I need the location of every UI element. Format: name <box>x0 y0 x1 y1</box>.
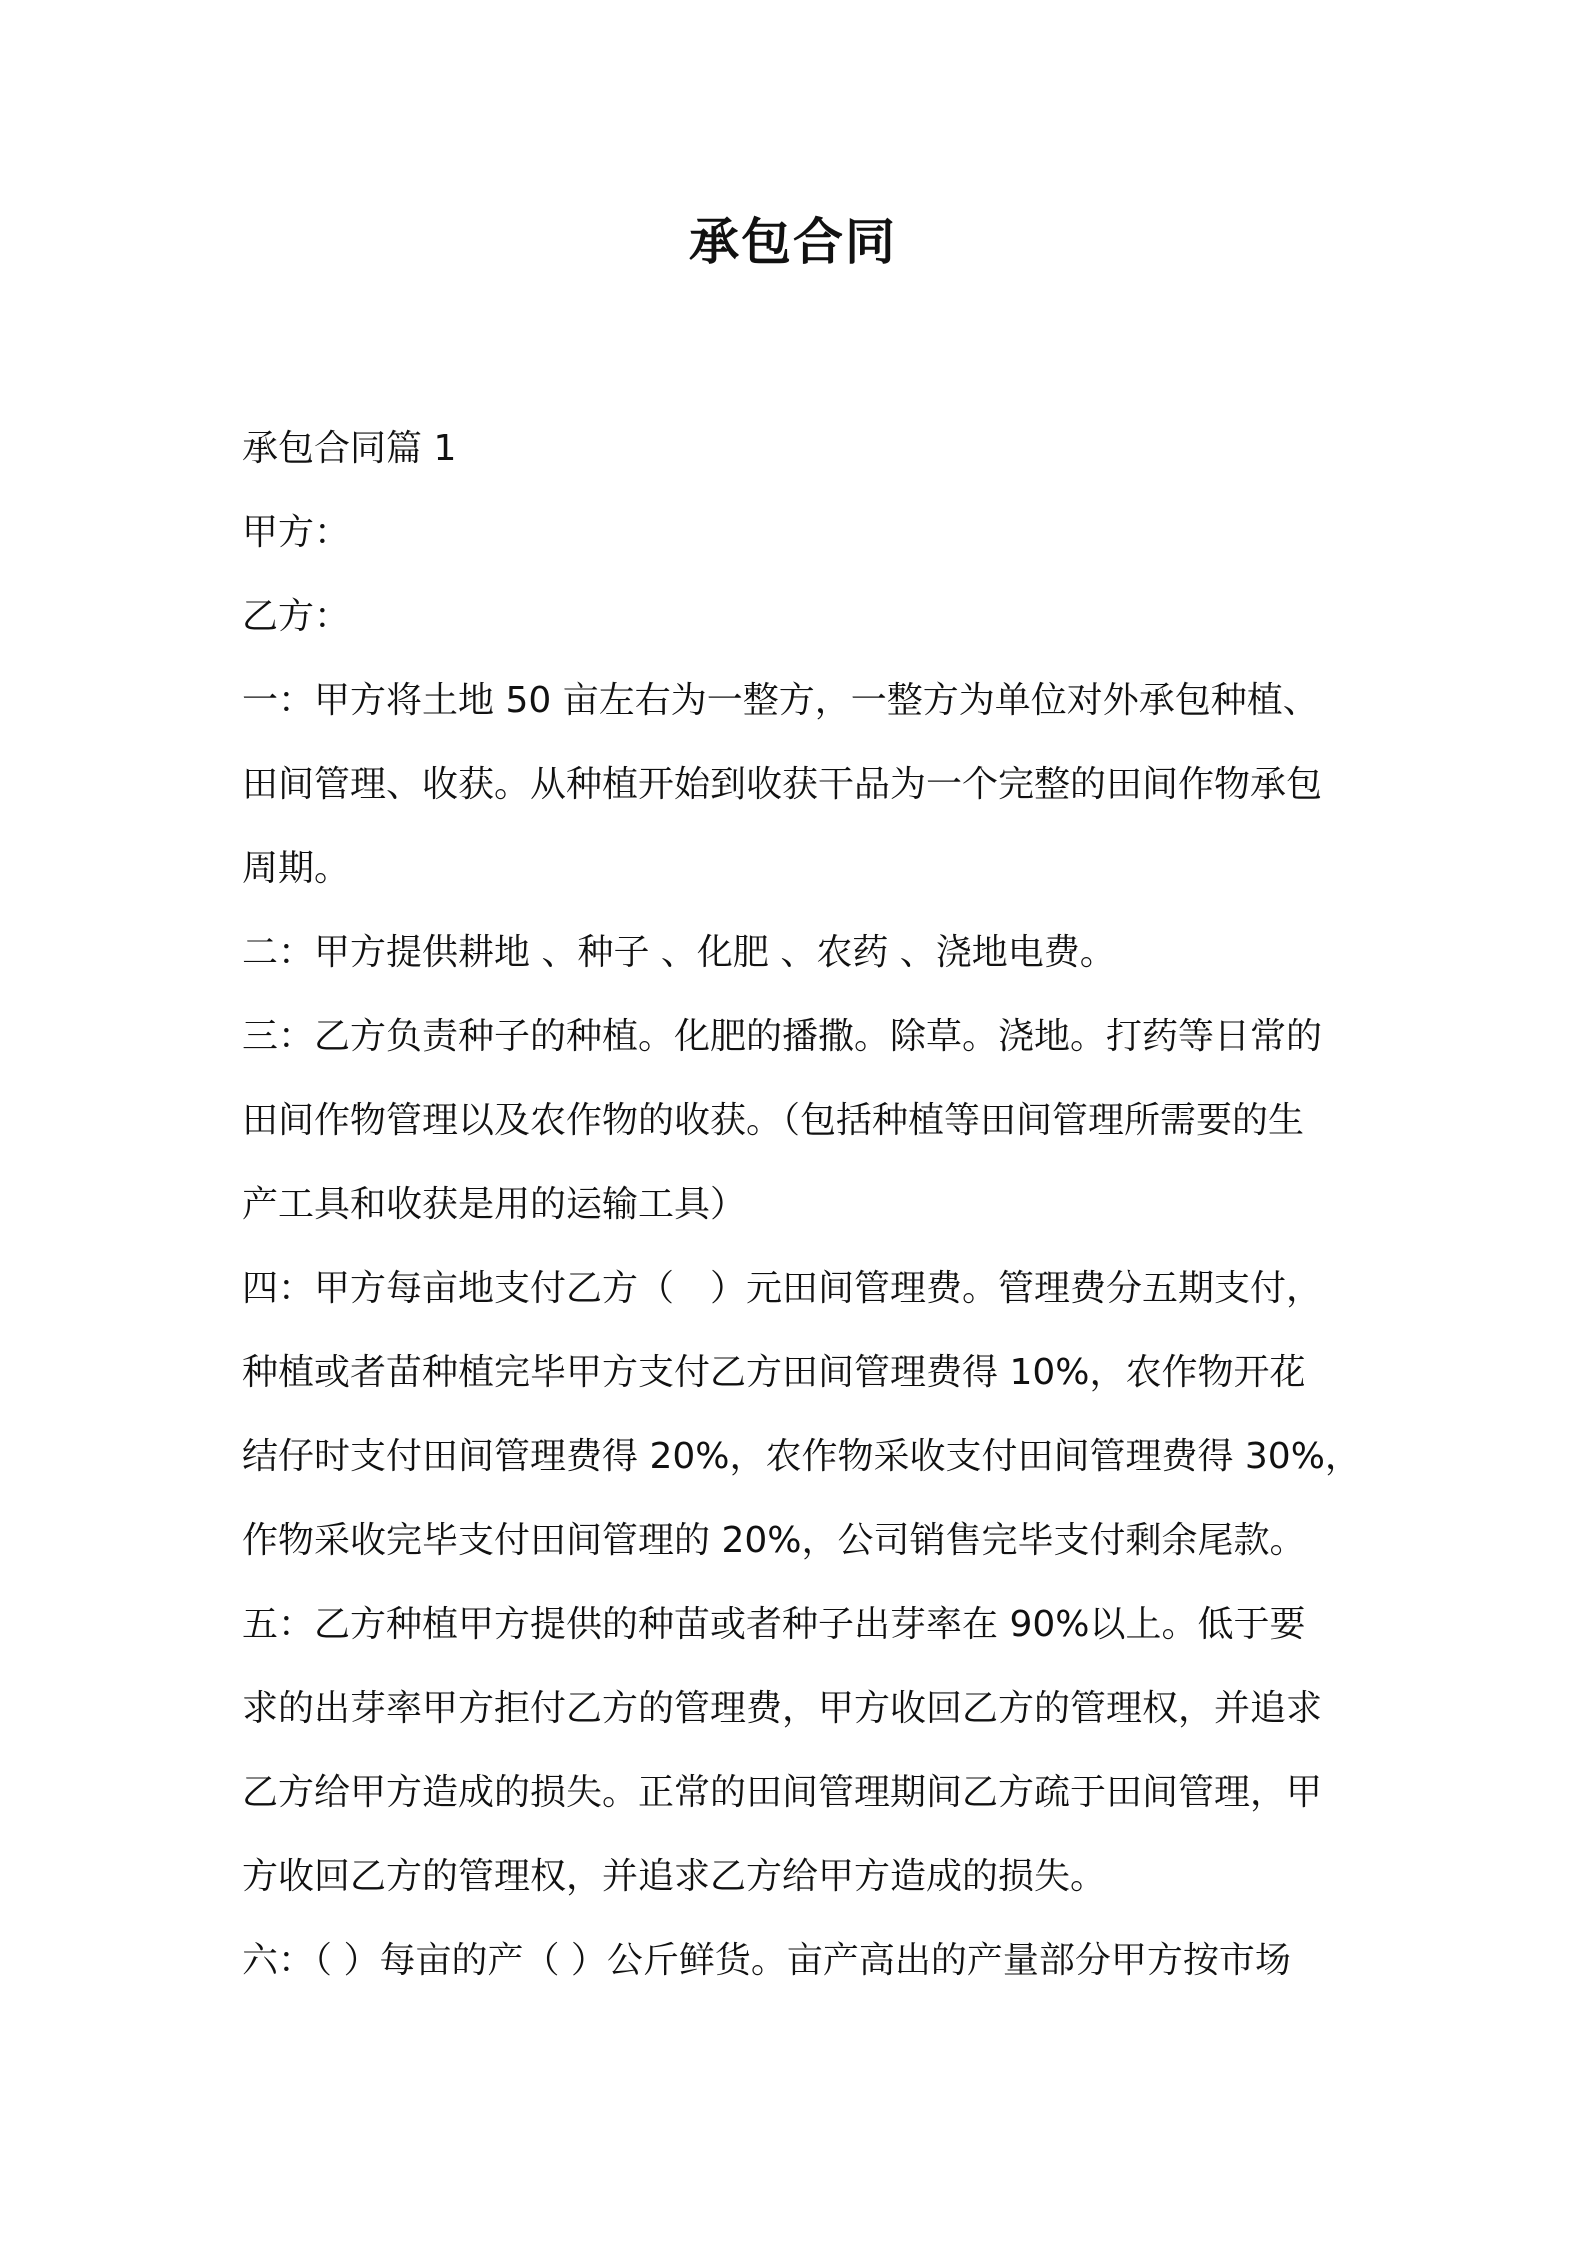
clause-1-line-1: 一：甲方将土地 50 亩左右为一整方，一整方为单位对外承包种植、 <box>242 680 1319 721</box>
contract-body <box>242 407 1361 2003</box>
clause-5-line-4: 方收回乙方的管理权，并追求乙方给甲方造成的损失。 <box>242 1856 1107 1897</box>
clause-6-line-1: 六：（ ）每亩的产（ ）公斤鲜货。亩产高出的产量部分甲方按市场 <box>242 1940 1291 1981</box>
clause-4-line-3: 结仔时支付田间管理费得 20%，农作物采收支付田间管理费得 30%， <box>242 1436 1361 1477</box>
clause-5-line-1: 五：乙方种植甲方提供的种苗或者种子出芽率在 90%以上。低于要 <box>242 1604 1306 1645</box>
clause-5-line-3: 乙方给甲方造成的损失。正常的田间管理期间乙方疏于田间管理，甲 <box>242 1772 1323 1813</box>
clause-3-line-2: 田间作物管理以及农作物的收获。（包括种植等田间管理所需要的生 <box>242 1100 1305 1141</box>
clause-3-line-3: 产工具和收获是用的运输工具） <box>242 1184 747 1225</box>
clause-3-line-1: 三：乙方负责种子的种植。化肥的播撒。除草。浇地。打药等日常的 <box>242 1016 1323 1057</box>
party-a-line: 甲方： <box>242 512 351 553</box>
party-b-line: 乙方： <box>242 596 351 637</box>
document-title: 承包合同 <box>689 213 897 271</box>
clause-5-line-2: 求的出芽率甲方拒付乙方的管理费，甲方收回乙方的管理权，并追求 <box>242 1688 1323 1729</box>
clause-1-line-3: 周期。 <box>242 848 351 889</box>
clause-4-line-4: 作物采收完毕支付田间管理的 20%，公司销售完毕支付剩余尾款。 <box>242 1520 1306 1561</box>
clause-2-line-1: 二：甲方提供耕地 、种子 、化肥 、农药 、浇地电费。 <box>242 932 1116 973</box>
clause-4-line-2: 种植或者苗种植完毕甲方支付乙方田间管理费得 10%，农作物开花 <box>242 1352 1306 1393</box>
section-heading: 承包合同篇 1 <box>242 428 457 469</box>
clause-1-line-2: 田间管理、收获。从种植开始到收获干品为一个完整的田间作物承包 <box>242 764 1323 805</box>
clause-4-line-1: 四：甲方每亩地支付乙方（ ）元田间管理费。管理费分五期支付， <box>242 1268 1323 1309</box>
